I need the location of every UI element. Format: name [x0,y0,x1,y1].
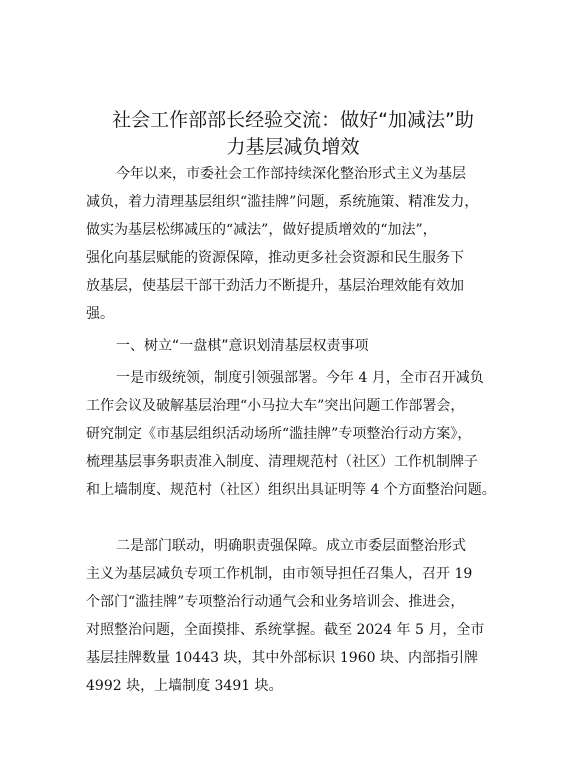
intro-line-2: 减负，着力清理基层组织“滥挂牌”问题，系统施策、精准发力， [86,194,479,210]
para-2-line-2: 主义为基层减负专项工作机制，由市领导担任召集人，召开 19 [86,566,473,582]
para-2-line-4: 对照整治问题，全面摸排、系统掌握。截至 2024 年 5 月，全市 [86,622,485,638]
intro-line-4: 强化向基层赋能的资源保障，推动更多社会资源和民生服务下 [86,250,464,266]
intro-line-6: 强。 [86,306,114,322]
intro-line-3: 做实为基层松绑减压的“减法”，做好提质增效的“加法”， [86,222,437,238]
intro-line-5: 放基层，使基层干部干劲活力不断提升，基层治理效能有效加 [86,278,464,294]
section-1-heading: 一、树立“一盘棋”意识划清基层权责事项 [116,338,369,354]
para-1-line-1: 一是市级统领，制度引领强部署。今年 4 月，全市召开减负 [116,370,484,386]
para-2-line-3: 个部门“滥挂牌”专项整治行动通气会和业务培训会、推进会， [86,594,465,610]
intro-line-1: 今年以来，市委社会工作部持续深化整治形式主义为基层 [116,166,466,182]
para-1-line-5: 和上墙制度、规范村（社区）组织出具证明等 4 个方面整治问题。 [86,482,496,498]
para-2-line-5: 基层挂牌数量 10443 块，其中外部标识 1960 块、内部指引牌 [86,650,478,666]
para-1-line-2: 工作会议及破解基层治理“小马拉大车”突出问题工作部署会， [86,398,465,414]
para-2-line-1: 二是部门联动，明确职责强保障。成立市委层面整治形式 [116,538,466,554]
document-title-line-1: 社会工作部部长经验交流：做好“加减法”助 [112,109,474,131]
document-title-line-2: 力基层减负增效 [226,136,360,158]
para-1-line-4: 梳理基层事务职责准入制度、清理规范村（社区）工作机制牌子 [86,454,478,470]
para-2-line-6: 4992 块，上墙制度 3491 块。 [86,678,283,694]
para-1-line-3: 研究制定《市基层组织活动场所“滥挂牌”专项整治行动方案》， [86,426,472,442]
